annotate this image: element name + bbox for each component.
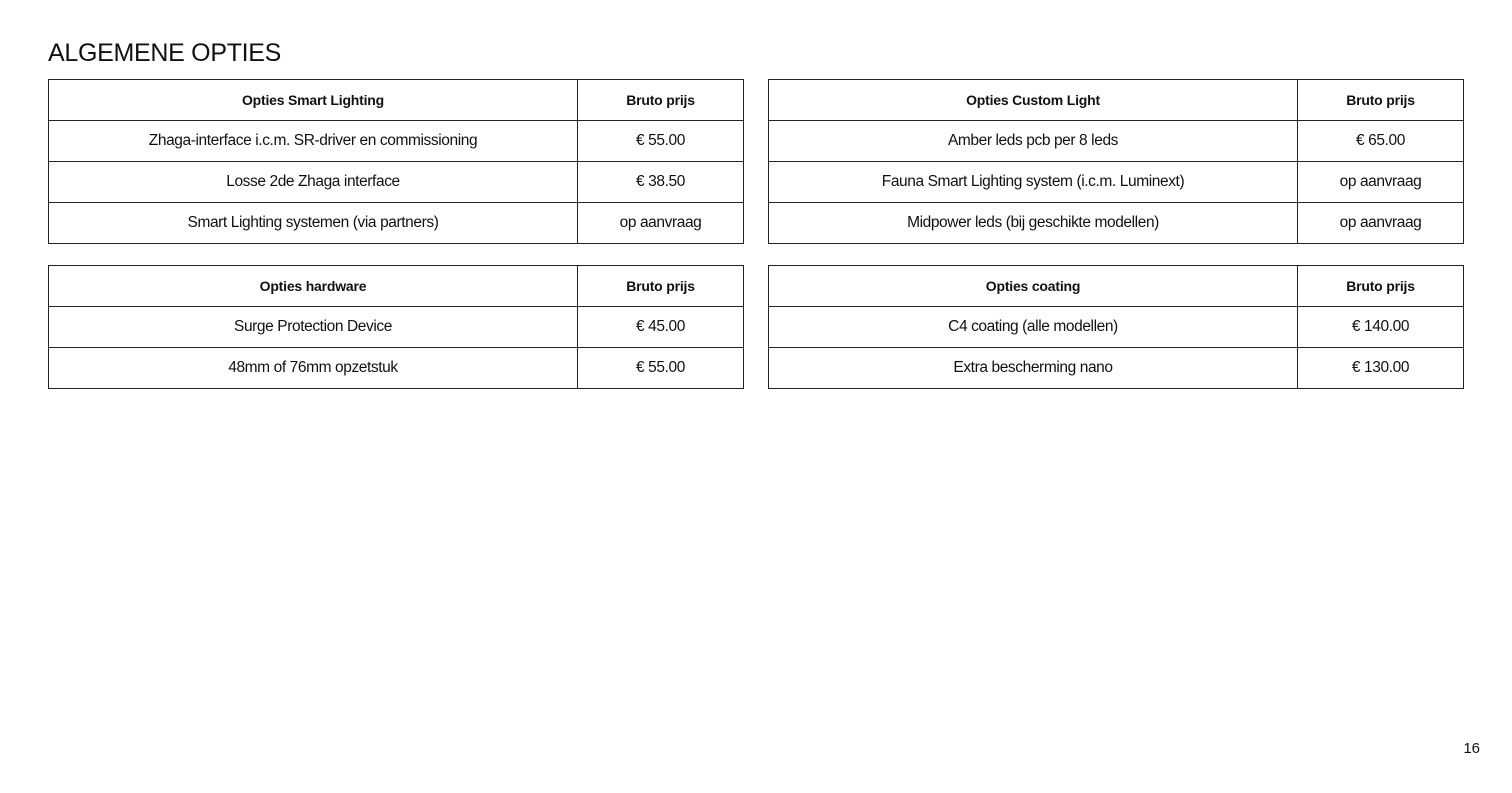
table-header-row	[49, 266, 744, 307]
option-name: C4 coating (alle modellen)	[769, 307, 1298, 348]
table-row	[49, 348, 744, 389]
option-name: Amber leds pcb per 8 leds	[769, 121, 1298, 162]
option-price: € 38.50	[578, 162, 744, 203]
option-name: Fauna Smart Lighting system (i.c.m. Luminext)	[769, 162, 1298, 203]
option-price: op aanvraag	[1298, 162, 1464, 203]
option-price: € 130.00	[1298, 348, 1464, 389]
option-name: Extra bescherming nano	[769, 348, 1298, 389]
column-header-price: Bruto prijs	[578, 266, 744, 307]
column-header-price: Bruto prijs	[1298, 80, 1464, 121]
table-row	[49, 162, 744, 203]
column-header-options: Opties Custom Light	[769, 80, 1298, 121]
column-header-price: Bruto prijs	[578, 80, 744, 121]
table-row	[769, 307, 1464, 348]
column-header-options: Opties hardware	[49, 266, 578, 307]
table-row	[769, 162, 1464, 203]
option-name: 48mm of 76mm opzetstuk	[49, 348, 578, 389]
table-header-row	[49, 80, 744, 121]
table-row	[769, 348, 1464, 389]
option-price: € 140.00	[1298, 307, 1464, 348]
option-price: op aanvraag	[578, 203, 744, 244]
table-row	[49, 307, 744, 348]
table-row	[49, 121, 744, 162]
hardware-options-table	[48, 265, 744, 389]
page-number: 16	[1463, 740, 1480, 757]
option-name: Smart Lighting systemen (via partners)	[49, 203, 578, 244]
option-price: € 65.00	[1298, 121, 1464, 162]
table-row	[769, 121, 1464, 162]
custom-light-options-table	[768, 79, 1464, 244]
option-price: € 55.00	[578, 348, 744, 389]
option-name: Losse 2de Zhaga interface	[49, 162, 578, 203]
column-header-options: Opties coating	[769, 266, 1298, 307]
coating-options-table	[768, 265, 1464, 389]
option-name: Midpower leds (bij geschikte modellen)	[769, 203, 1298, 244]
column-header-price: Bruto prijs	[1298, 266, 1464, 307]
option-name: Zhaga-interface i.c.m. SR-driver en commissioning	[49, 121, 578, 162]
option-price: € 55.00	[578, 121, 744, 162]
smart-lighting-options-table	[48, 79, 744, 244]
option-price: op aanvraag	[1298, 203, 1464, 244]
option-price: € 45.00	[578, 307, 744, 348]
column-header-options: Opties Smart Lighting	[49, 80, 578, 121]
table-row	[49, 203, 744, 244]
table-row	[769, 203, 1464, 244]
table-header-row	[769, 266, 1464, 307]
option-name: Surge Protection Device	[49, 307, 578, 348]
page-title: ALGEMENE OPTIES	[48, 39, 282, 67]
table-header-row	[769, 80, 1464, 121]
